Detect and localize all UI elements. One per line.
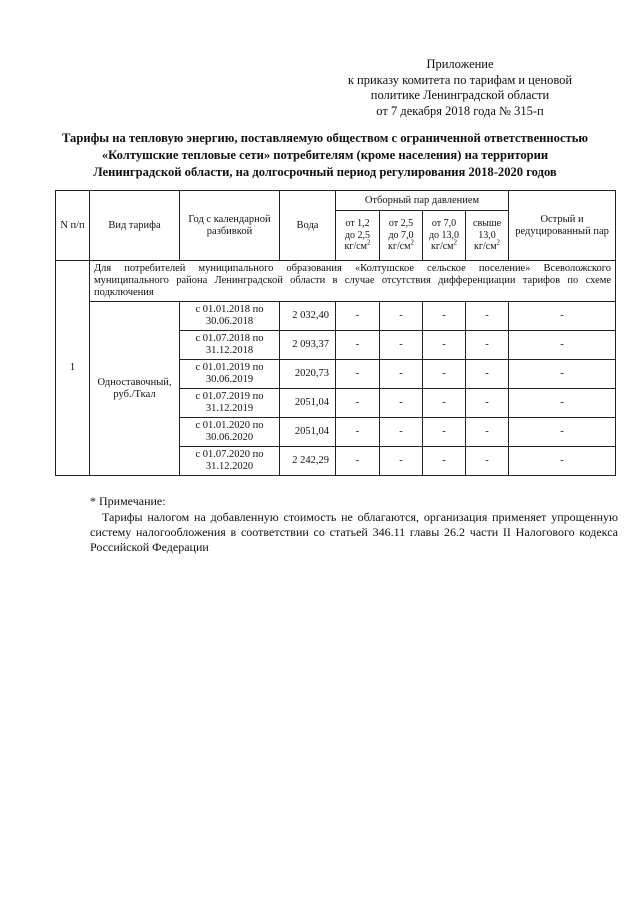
dash-cell: - — [423, 360, 466, 389]
period-cell: с 01.01.2018 по 30.06.2018 — [180, 302, 280, 331]
appendix-line: от 7 декабря 2018 года № 315-п — [376, 103, 544, 118]
appendix-line: политике Ленинградской области — [370, 88, 550, 102]
dash-cell: - — [380, 331, 423, 360]
dash-cell: - — [380, 302, 423, 331]
title-line: «Колтушские тепловые сети» потребителям (кроме населения) на территории — [101, 148, 549, 162]
dash-cell: - — [466, 447, 509, 476]
note-body — [90, 510, 618, 555]
header-steam-group: Отборный пар давлением — [336, 191, 509, 211]
document-title — [30, 130, 620, 181]
group-note: Для потребителей муниципального образования «Колтушское сельское поселение» Всеволожского муниципального района Ленинградской области в случае отсутствия дифференциации тарифов по схеме подключения — [90, 261, 616, 302]
note-title: * Примечание: — [90, 494, 166, 508]
row-number: 1 — [56, 261, 90, 476]
period-cell: с 01.07.2020 по 31.12.2020 — [180, 447, 280, 476]
header-steam-col-4: свыше 13,0 $кг/см^2$ — [466, 211, 509, 261]
period-cell: с 01.01.2020 по 30.06.2020 — [180, 418, 280, 447]
dash-cell: - — [509, 360, 616, 389]
period-cell: с 01.07.2019 по 31.12.2019 — [180, 389, 280, 418]
period-cell: с 01.07.2018 по 31.12.2018 — [180, 331, 280, 360]
header-steam-col-1: от 1,2 до 2,5 $кг/см^2$ — [336, 211, 380, 261]
tariff-type: Одноставочный, руб./Ткал — [90, 302, 180, 476]
header-water: Вода — [280, 191, 336, 261]
dash-cell: - — [380, 360, 423, 389]
dash-cell: - — [423, 389, 466, 418]
header-year: Год с календарной разбивкой — [180, 191, 280, 261]
dash-cell: - — [509, 389, 616, 418]
dash-cell: - — [380, 418, 423, 447]
dash-cell: - — [509, 418, 616, 447]
dash-cell: - — [466, 331, 509, 360]
header-steam-col-3: от 7,0 до 13,0 $кг/см^2$ — [423, 211, 466, 261]
tariff-table — [55, 190, 616, 476]
header-steam-col-2: от 2,5 до 7,0 $кг/см^2$ — [380, 211, 423, 261]
header-live-steam: Острый и редуцированный пар — [509, 191, 616, 261]
header-num: N п/п — [56, 191, 90, 261]
dash-cell: - — [336, 389, 380, 418]
note-text: Тарифы налогом на добавленную стоимость не облагаются, организация применяет упрощенную систему налогообложения в соответствии со статьей 346.11 главы 26.2 части II Налогового кодекса Российской Федерации — [90, 510, 618, 554]
water-value: 2020,73 — [280, 360, 336, 389]
title-line: Тарифы на тепловую энергию, поставляемую обществом с ограниченной ответственностью — [61, 131, 589, 145]
dash-cell: - — [466, 418, 509, 447]
dash-cell: - — [509, 447, 616, 476]
appendix-line: Приложение — [426, 57, 494, 71]
dash-cell: - — [336, 360, 380, 389]
dash-cell: - — [336, 331, 380, 360]
dash-cell: - — [336, 447, 380, 476]
dash-cell: - — [423, 302, 466, 331]
appendix-line: к приказу комитета по тарифам и ценовой — [347, 72, 573, 87]
dash-cell: - — [380, 389, 423, 418]
dash-cell: - — [466, 389, 509, 418]
water-value: 2 032,40 — [280, 302, 336, 331]
dash-cell: - — [466, 302, 509, 331]
period-cell: с 01.01.2019 по 30.06.2019 — [180, 360, 280, 389]
dash-cell: - — [336, 302, 380, 331]
dash-cell: - — [466, 360, 509, 389]
dash-cell: - — [423, 331, 466, 360]
water-value: 2 242,29 — [280, 447, 336, 476]
header-tariff-type: Вид тарифа — [90, 191, 180, 261]
title-line: Ленинградской области, на долгосрочный период регулирования 2018-2020 годов — [93, 165, 557, 179]
water-value: 2051,04 — [280, 389, 336, 418]
dash-cell: - — [380, 447, 423, 476]
water-value: 2 093,37 — [280, 331, 336, 360]
dash-cell: - — [423, 418, 466, 447]
water-value: 2051,04 — [280, 418, 336, 447]
dash-cell: - — [336, 418, 380, 447]
appendix-header — [300, 57, 620, 119]
dash-cell: - — [423, 447, 466, 476]
dash-cell: - — [509, 331, 616, 360]
dash-cell: - — [509, 302, 616, 331]
